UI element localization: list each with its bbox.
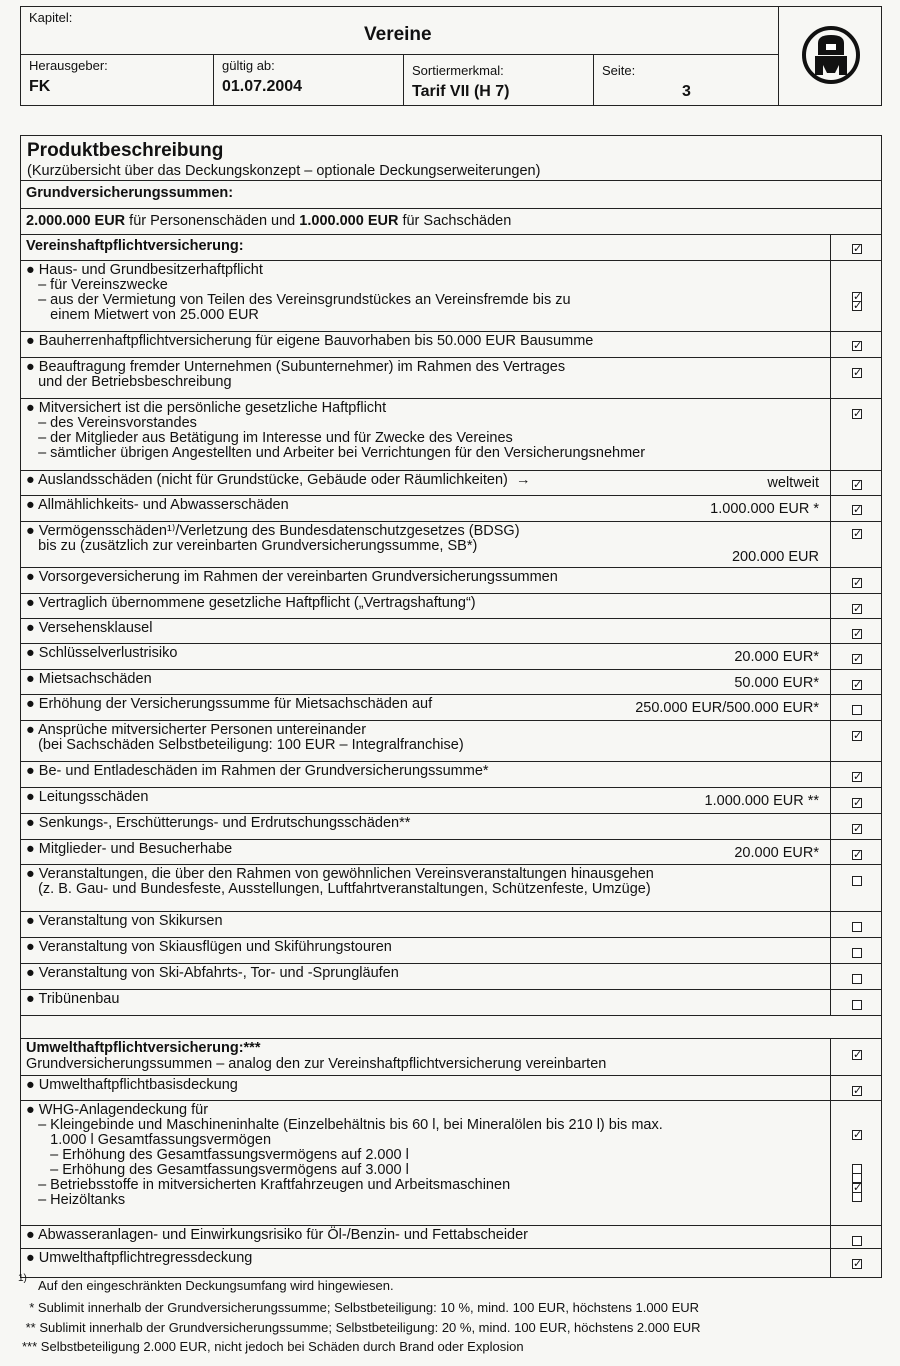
document-header bbox=[20, 6, 882, 106]
mark-cell bbox=[830, 568, 882, 593]
gueltig-label: gültig ab: bbox=[222, 58, 275, 73]
verein-row-text: ● Veranstaltung von Skiausflügen und Skiführungstouren bbox=[26, 939, 392, 955]
checkbox-unchecked[interactable] bbox=[852, 1192, 862, 1202]
checkbox-checked[interactable] bbox=[852, 824, 862, 834]
umwelt-row-text: ● Umwelthaftpflichtbasisdeckung bbox=[26, 1077, 238, 1093]
verein-row-amount: 200.000 EUR bbox=[731, 549, 819, 565]
herausgeber-value: FK bbox=[29, 78, 51, 95]
checkbox[interactable] bbox=[852, 1050, 862, 1060]
checkbox-checked[interactable] bbox=[852, 1130, 862, 1140]
mark-cell bbox=[830, 865, 882, 911]
verein-row bbox=[21, 938, 881, 964]
verein-row-amount: 1.000.000 EUR * bbox=[710, 501, 819, 517]
checkbox-checked[interactable] bbox=[852, 772, 862, 782]
verein-row bbox=[21, 332, 881, 358]
mark-cell bbox=[830, 938, 882, 963]
checkbox-unchecked[interactable] bbox=[852, 948, 862, 958]
umwelt-row-text: ● Abwasseranlagen- und Einwirkungsrisiko für Öl-/Benzin- und Fettabscheider bbox=[26, 1227, 529, 1243]
footnote-double-star: ** Sublimit innerhalb der Grundversicherungssumme; Selbstbeteiligung: 20 %, mind. 100 EUR, höchstens 2.000 EUR bbox=[22, 1320, 701, 1335]
checkbox-checked[interactable] bbox=[852, 1259, 862, 1269]
verein-row bbox=[21, 840, 881, 865]
umwelt-row bbox=[21, 1076, 881, 1101]
checkbox-checked[interactable] bbox=[852, 798, 862, 808]
kapitel-value: Vereine bbox=[364, 24, 432, 45]
sortier-cell bbox=[404, 55, 594, 105]
footnote-triple-star: *** Selbstbeteiligung 2.000 EUR, nicht jedoch bei Schäden durch Brand oder Explosion bbox=[22, 1339, 524, 1354]
grund-text-end: für Sachschäden bbox=[398, 213, 512, 229]
page-subtitle: (Kurzübersicht über das Deckungskonzept – optionale Deckungserweiterungen) bbox=[27, 163, 541, 179]
verein-row bbox=[21, 695, 881, 721]
verein-row-text: ● Vermögensschäden¹⁾/Verletzung des Bundesdatenschutzgesetzes (BDSG) bis zu (zusätzlich zur vereinbarten Grundversicherungssumme, SB*) bbox=[26, 523, 520, 554]
seite-value: 3 bbox=[682, 83, 691, 100]
mark-cell bbox=[830, 522, 882, 567]
verein-row-text: ● Erhöhung der Versicherungssumme für Mietsachschäden auf bbox=[26, 696, 433, 712]
sortier-value: Tarif VII (H 7) bbox=[412, 83, 510, 100]
verein-row-text: ● Veranstaltung von Ski-Abfahrts-, Tor- und -Sprungläufen bbox=[26, 965, 399, 981]
mark-cell bbox=[830, 1249, 882, 1277]
verein-row bbox=[21, 788, 881, 814]
verein-row-text: ● Mietsachschäden bbox=[26, 671, 152, 687]
checkbox-checked[interactable] bbox=[852, 480, 862, 490]
verein-heading-row bbox=[21, 235, 881, 261]
mark-cell bbox=[830, 788, 882, 813]
checkbox-checked[interactable] bbox=[852, 529, 862, 539]
mark-cell bbox=[830, 1039, 882, 1075]
mark-cell bbox=[830, 1101, 882, 1225]
mark-cell bbox=[830, 814, 882, 839]
page-title: Produktbeschreibung bbox=[27, 140, 224, 161]
mark-cell bbox=[830, 990, 882, 1015]
checkbox-checked[interactable] bbox=[852, 604, 862, 614]
verein-row bbox=[21, 912, 881, 938]
umwelt-heading: Umwelthaftpflichtversicherung:*** bbox=[26, 1040, 261, 1056]
verein-row-text: ● Veranstaltungen, die über den Rahmen von gewöhnlichen Vereinsveranstaltungen hinausgehen (z. B. Gau- und Bundesfeste, Ausstellungen, Luftfahrtveranstaltungen, Schützenfeste, Umzüge) bbox=[26, 866, 654, 897]
verein-row-text: ● Beauftragung fremder Unternehmen (Subunternehmer) im Rahmen des Vertrages und der Betriebsbeschreibung bbox=[26, 359, 566, 390]
verein-row bbox=[21, 990, 881, 1016]
verein-row bbox=[21, 522, 881, 568]
herausgeber-label: Herausgeber: bbox=[29, 58, 108, 73]
verein-row-text: ● Mitversichert ist die persönliche gesetzliche Haftpflicht – des Vereinsvorstandes – der Mitglieder aus Betätigung im Interesse und für Zwecke des Vereines – sämtlicher übrigen Angestellten und Arbeiter bei Verrichtungen für den Versicherungsnehmer bbox=[26, 400, 646, 461]
checkbox-unchecked[interactable] bbox=[852, 705, 862, 715]
seite-label: Seite: bbox=[602, 63, 636, 78]
mark-cell bbox=[830, 840, 882, 864]
verein-row bbox=[21, 964, 881, 990]
grund-text-row bbox=[21, 209, 881, 235]
sortier-label: Sortiermerkmal: bbox=[412, 63, 504, 78]
grund-sach-amount: 1.000.000 EUR bbox=[299, 213, 399, 229]
verein-row-amount: weltweit bbox=[767, 475, 819, 491]
grund-heading: Grundversicherungssummen: bbox=[26, 185, 234, 201]
verein-row-text: ● Haus- und Grundbesitzerhaftpflicht – für Vereinszwecke – aus der Vermietung von Teilen des Vereinsgrundstückes an Vereinsfremde bis zu einem Mietwert von 25.000 EUR bbox=[26, 262, 571, 323]
verein-row-text: ● Ansprüche mitversicherter Personen untereinander (bei Sachschäden Selbstbeteiligung: 100 EUR – Integralfranchise) bbox=[26, 722, 464, 753]
verein-row-text: ● Mitglieder- und Besucherhabe bbox=[26, 841, 233, 857]
verein-row bbox=[21, 865, 881, 912]
mark-cell bbox=[830, 619, 882, 643]
mark-cell bbox=[830, 496, 882, 521]
grund-heading-row bbox=[21, 181, 881, 209]
verein-row-text: ● Bauherrenhaftpflichtversicherung für eigene Bauvorhaben bis 50.000 EUR Bausumme bbox=[26, 333, 594, 349]
verein-row-amount: 250.000 EUR/500.000 EUR* bbox=[635, 700, 819, 716]
verein-row bbox=[21, 814, 881, 840]
company-logo bbox=[801, 25, 861, 85]
verein-row-text: ● Auslandsschäden (nicht für Grundstücke, Gebäude oder Räumlichkeiten) → bbox=[26, 472, 531, 488]
product-description-table bbox=[20, 135, 882, 1278]
grund-text bbox=[26, 214, 511, 229]
mark-cell bbox=[830, 358, 882, 398]
mark-cell bbox=[830, 721, 882, 761]
verein-row-amount: 50.000 EUR* bbox=[734, 675, 819, 691]
mark-cell bbox=[830, 1226, 882, 1248]
verein-row-text: ● Senkungs-, Erschütterungs- und Erdrutschungsschäden** bbox=[26, 815, 411, 831]
grund-person-amount: 2.000.000 EUR bbox=[26, 213, 126, 229]
mark-cell bbox=[830, 235, 882, 260]
mark-cell bbox=[830, 1076, 882, 1100]
verein-row bbox=[21, 644, 881, 670]
umwelt-heading-row bbox=[21, 1039, 881, 1076]
verein-row-amount: 20.000 EUR* bbox=[734, 845, 819, 861]
verein-row-text: ● Versehensklausel bbox=[26, 620, 153, 636]
verein-row bbox=[21, 594, 881, 619]
kapitel-label: Kapitel: bbox=[29, 10, 73, 25]
verein-row-text: ● Vorsorgeversicherung im Rahmen der vereinbarten Grundversicherungssummen bbox=[26, 569, 558, 585]
checkbox-checked[interactable] bbox=[852, 578, 862, 588]
checkbox-unchecked[interactable] bbox=[852, 1000, 862, 1010]
checkbox-checked[interactable] bbox=[852, 731, 862, 741]
mark-cell bbox=[830, 912, 882, 937]
footnote-1: Auf den eingeschränkten Deckungsumfang wird hingewiesen. bbox=[38, 1278, 394, 1293]
verein-row bbox=[21, 670, 881, 695]
checkbox-checked[interactable] bbox=[852, 505, 862, 515]
verein-row-text: ● Be- und Entladeschäden im Rahmen der Grundversicherungssumme* bbox=[26, 763, 489, 779]
verein-row-amount: 20.000 EUR* bbox=[734, 649, 819, 665]
footnote-1-mark: 1) bbox=[18, 1273, 27, 1284]
checkbox[interactable] bbox=[852, 244, 862, 254]
verein-row-amount: 1.000.000 EUR ** bbox=[704, 793, 819, 809]
verein-row bbox=[21, 471, 881, 496]
checkbox-unchecked[interactable] bbox=[852, 974, 862, 984]
verein-row bbox=[21, 568, 881, 594]
verein-row-text: ● Leitungsschäden bbox=[26, 789, 149, 805]
verein-row-text: ● Vertraglich übernommene gesetzliche Haftpflicht („Vertragshaftung“) bbox=[26, 595, 476, 611]
checkbox-checked[interactable] bbox=[852, 629, 862, 639]
seite-cell bbox=[594, 55, 778, 105]
umwelt-row-text: ● Umwelthaftpflichtregressdeckung bbox=[26, 1250, 253, 1266]
spacer-row bbox=[21, 1016, 881, 1039]
checkbox-checked[interactable] bbox=[852, 680, 862, 690]
umwelt-subheading: Grundversicherungssummen – analog den zur Vereinshaftpflichtversicherung vereinbarten bbox=[26, 1056, 607, 1072]
footnote-star: * Sublimit innerhalb der Grundversicherungssumme; Selbstbeteiligung: 10 %, mind. 100 EUR, höchstens 1.000 EUR bbox=[22, 1300, 700, 1315]
verein-row-text: ● Allmählichkeits- und Abwasserschäden bbox=[26, 497, 289, 513]
umwelt-row-text: ● WHG-Anlagendeckung für – Kleingebinde und Maschineninhalte (Einzelbehältnis bis 60 l, bei Mineralölen bis 210 l) bis max. 1.000 l Gesamtfassungsvermögen – Erhöhung des Gesamtfassungsvermögens auf 2.000 l – Erhöhung des Gesamtfassungsvermögens auf 3.000 l – Betriebsstoffe in mitversicherten Kraftfahrzeugen und Arbeitsmaschinen – Heizöltanks bbox=[26, 1102, 663, 1208]
verein-row bbox=[21, 496, 881, 522]
mark-cell bbox=[830, 762, 882, 787]
mark-cell bbox=[830, 261, 882, 331]
mark-cell bbox=[830, 332, 882, 357]
checkbox-unchecked[interactable] bbox=[852, 1236, 862, 1246]
checkbox-checked[interactable] bbox=[852, 368, 862, 378]
mark-cell bbox=[830, 964, 882, 989]
verein-row bbox=[21, 358, 881, 399]
mark-cell bbox=[830, 471, 882, 495]
logo-cell bbox=[778, 7, 883, 105]
umwelt-row bbox=[21, 1101, 881, 1226]
umwelt-row bbox=[21, 1226, 881, 1249]
verein-row-text: ● Tribünenbau bbox=[26, 991, 120, 1007]
checkbox-unchecked[interactable] bbox=[852, 876, 862, 886]
checkbox-checked[interactable] bbox=[852, 301, 862, 311]
verein-row bbox=[21, 762, 881, 788]
verein-row bbox=[21, 261, 881, 332]
checkbox-checked[interactable] bbox=[852, 654, 862, 664]
checkbox-unchecked[interactable] bbox=[852, 922, 862, 932]
verein-row-text: ● Veranstaltung von Skikursen bbox=[26, 913, 223, 929]
verein-row bbox=[21, 721, 881, 762]
checkbox-checked[interactable] bbox=[852, 1086, 862, 1096]
gueltig-value: 01.07.2004 bbox=[222, 78, 303, 95]
verein-row-text: ● Schlüsselverlustrisiko bbox=[26, 645, 178, 661]
checkbox-checked[interactable] bbox=[852, 341, 862, 351]
verein-row bbox=[21, 619, 881, 644]
mark-cell bbox=[830, 670, 882, 694]
mark-cell bbox=[830, 695, 882, 720]
mark-cell bbox=[830, 594, 882, 618]
gueltig-cell bbox=[214, 55, 404, 105]
title-row bbox=[21, 136, 881, 181]
mark-cell bbox=[830, 399, 882, 470]
verein-row bbox=[21, 399, 881, 471]
checkbox-checked[interactable] bbox=[852, 409, 862, 419]
mark-cell bbox=[830, 644, 882, 669]
grund-text-mid: für Personenschäden und bbox=[125, 213, 300, 229]
umwelt-row bbox=[21, 1249, 881, 1277]
verein-heading: Vereinshaftpflichtversicherung: bbox=[26, 238, 244, 254]
herausgeber-cell bbox=[21, 55, 214, 105]
header-row-top bbox=[21, 7, 778, 55]
checkbox-checked[interactable] bbox=[852, 850, 862, 860]
